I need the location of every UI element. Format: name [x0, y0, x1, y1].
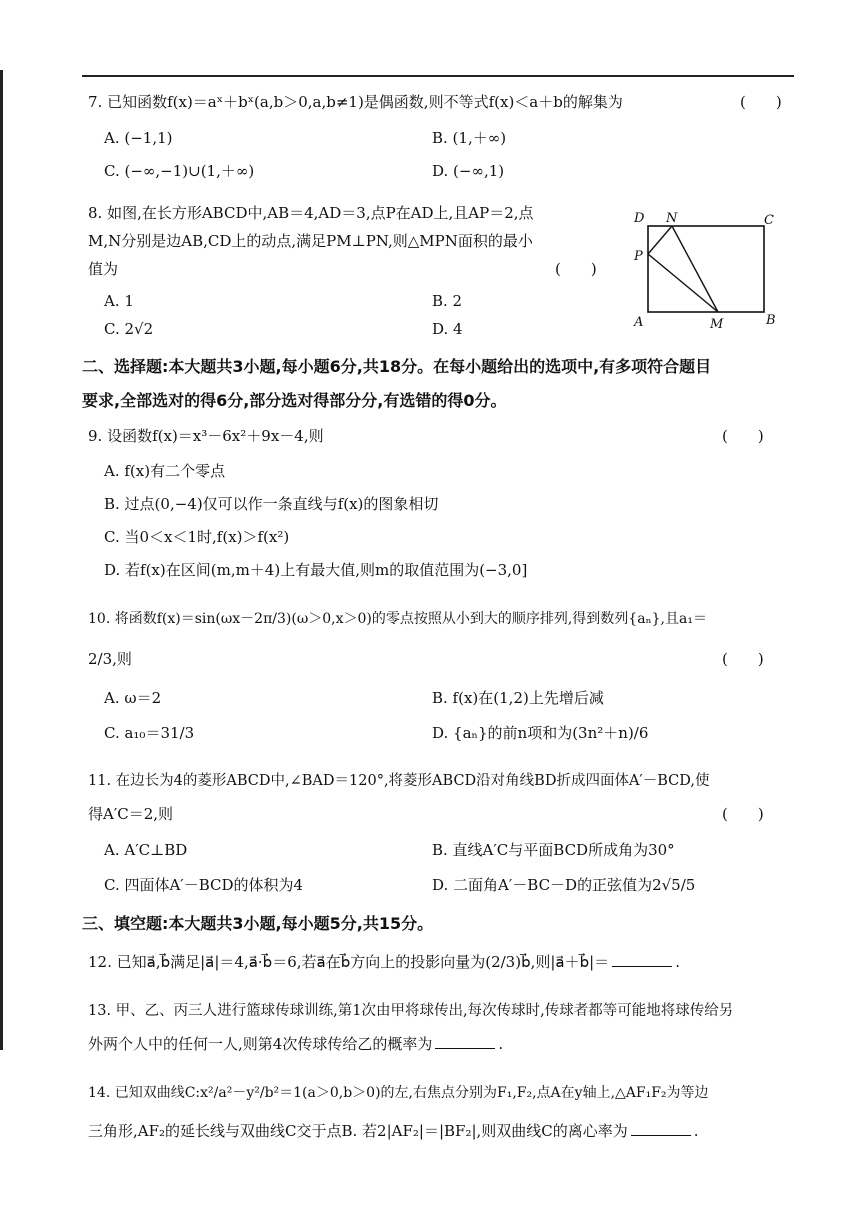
q11-option-d: D. 二面角A′－BC－D的正弦值为2√5/5: [432, 876, 696, 894]
q10-line2: 2/3,则: [88, 650, 132, 668]
label-c: C: [764, 213, 774, 228]
q14-line2: 三角形,AF₂的延长线与双曲线C交于点B. 若2|AF₂|＝|BF₂|,则双曲线C的离心率为: [88, 1122, 628, 1140]
top-rule: [82, 75, 794, 77]
q14-answer-blank[interactable]: [631, 1135, 691, 1136]
q11-line2: 得A′C＝2,则: [88, 805, 174, 823]
segment-pm: [648, 254, 718, 312]
label-p: P: [634, 249, 643, 264]
label-n: N: [666, 211, 678, 226]
q9-option-c: C. 当0＜x＜1时,f(x)＞f(x²): [104, 528, 290, 546]
q9-option-b: B. 过点(0,−4)仅可以作一条直线与f(x)的图象相切: [104, 495, 439, 513]
q8-line2: M,N分别是边AB,CD上的动点,满足PM⊥PN,则△MPN面积的最小: [88, 232, 533, 250]
q8-line3: 值为: [88, 260, 119, 278]
q12-text: 12. 已知a⃗,b⃗满足|a⃗|＝4,a⃗·b⃗＝6,若a⃗在b⃗方向上的投影向量为(2/3)b⃗,则|a⃗＋b⃗|＝: [88, 953, 610, 971]
label-d: D: [634, 211, 645, 226]
section2-heading-line1: 二、选择题:本大题共3小题,每小题6分,共18分。在每小题给出的选项中,有多项符合题目: [82, 357, 712, 376]
q9-answer-paren: ( ): [722, 427, 764, 445]
q14-line1: 14. 已知双曲线C:x²/a²－y²/b²＝1(a＞0,b＞0)的左,右焦点分别为F₁,F₂,点A在y轴上,△AF₁F₂为等边: [88, 1085, 709, 1101]
q8-line1: 8. 如图,在长方形ABCD中,AB＝4,AD＝3,点P在AD上,且AP＝2,点: [88, 204, 534, 222]
q8-answer-paren: ( ): [555, 260, 597, 278]
q13-answer-blank[interactable]: [435, 1048, 495, 1049]
q14-line2-wrap: [88, 1120, 788, 1142]
q14-end: .: [693, 1122, 699, 1140]
q10-answer-paren: ( ): [722, 650, 764, 668]
q7-answer-paren: ( ): [740, 93, 782, 111]
q13-line2-wrap: [88, 1033, 788, 1055]
q7-option-a: A. (−1,1): [104, 129, 173, 147]
q8-option-a: A. 1: [104, 292, 134, 310]
q10-option-d: D. {aₙ}的前n项和为(3n²＋n)/6: [432, 724, 649, 742]
q13-line2: 外两个人中的任何一人,则第4次传球传给乙的概率为: [88, 1035, 433, 1053]
q9-stem: 9. 设函数f(x)＝x³－6x²＋9x－4,则: [88, 427, 324, 445]
q12-answer-blank[interactable]: [612, 966, 672, 967]
segment-pn: [648, 226, 672, 254]
page-left-border: [0, 70, 3, 1050]
q7-stem: 7. 已知函数f(x)＝aˣ＋bˣ(a,b＞0,a,b≠1)是偶函数,则不等式f(x)＜a＋b的解集为: [88, 93, 623, 111]
q13-end: .: [498, 1035, 504, 1053]
q8-option-c: C. 2√2: [104, 320, 154, 338]
q10-option-b: B. f(x)在(1,2)上先增后减: [432, 689, 604, 707]
q11-option-a: A. A′C⊥BD: [104, 841, 188, 859]
q10-option-a: A. ω＝2: [104, 689, 162, 707]
section2-heading-line2: 要求,全部选对的得6分,部分选对得部分分,有选错的得0分。: [82, 391, 507, 410]
q7-option-d: D. (−∞,1): [432, 162, 505, 180]
q9-option-a: A. f(x)有二个零点: [104, 462, 226, 480]
q8-option-d: D. 4: [432, 320, 463, 338]
label-b: B: [766, 313, 776, 328]
q8-option-b: B. 2: [432, 292, 463, 310]
q10-option-c: C. a₁₀＝31/3: [104, 724, 195, 742]
q7-option-c: C. (−∞,−1)∪(1,＋∞): [104, 162, 255, 180]
q7-option-b: B. (1,＋∞): [432, 129, 507, 147]
label-a: A: [634, 315, 644, 330]
section3-heading: 三、填空题:本大题共3小题,每小题5分,共15分。: [82, 914, 434, 933]
rectangle-abcd-figure: [630, 206, 790, 334]
q11-option-b: B. 直线A′C与平面BCD所成角为30°: [432, 841, 675, 859]
q10-line1: 10. 将函数f(x)＝sin(ωx－2π/3)(ω＞0,x＞0)的零点按照从小到大的顺序排列,得到数列{aₙ},且a₁＝: [88, 611, 707, 627]
label-m: M: [710, 317, 724, 332]
q13-line1: 13. 甲、乙、丙三人进行篮球传球训练,第1次由甲将球传出,每次传球时,传球者都等可能地将球传给另: [88, 1003, 734, 1019]
q11-answer-paren: ( ): [722, 805, 764, 823]
q12-line: [88, 951, 788, 973]
q11-option-c: C. 四面体A′－BCD的体积为4: [104, 876, 304, 894]
q9-option-d: D. 若f(x)在区间(m,m＋4)上有最大值,则m的取值范围为(−3,0]: [104, 561, 528, 579]
q11-line1: 11. 在边长为4的菱形ABCD中,∠BAD＝120°,将菱形ABCD沿对角线BD折成四面体A′－BCD,使: [88, 773, 710, 789]
segment-nm: [672, 226, 718, 312]
q12-end: .: [675, 953, 680, 971]
